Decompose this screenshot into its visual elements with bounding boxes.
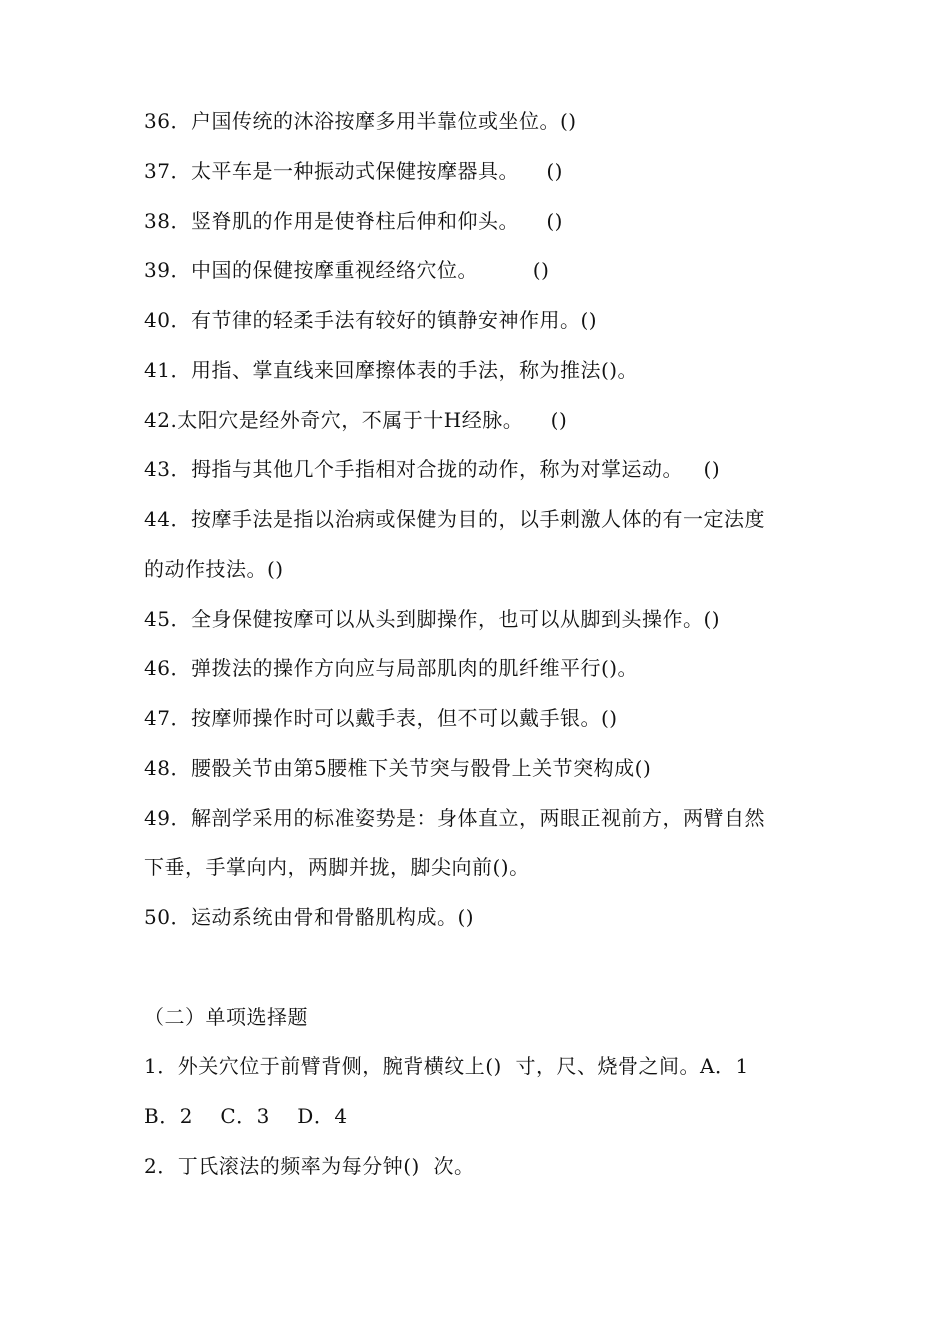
question-49-continued: 下垂，手掌向内，两脚并拢，脚尖向前()。 [144,855,530,879]
section-heading-single-choice: （二）单项选择题 [144,1005,308,1029]
question-49: 49．解剖学采用的标准姿势是：身体直立，两眼正视前方，两臂自然 [144,806,765,830]
question-37: 37．太平车是一种振动式保健按摩器具。 () [144,159,563,183]
choice-question-1-options: B．2 C．3 D．4 [144,1104,348,1128]
question-43: 43．拇指与其他几个手指相对合拢的动作，称为对掌运动。 () [144,457,721,481]
question-50: 50．运动系统由骨和骨骼肌构成。() [144,905,475,929]
question-38: 38．竖脊肌的作用是使脊柱后伸和仰头。 () [144,209,563,233]
question-44-continued: 的动作技法。() [144,557,284,581]
choice-question-1: 1．外关穴位于前臂背侧，腕背横纹上() 寸，尺、烧骨之间。A．1 [144,1054,749,1078]
question-46: 46．弹拨法的操作方向应与局部肌肉的肌纤维平行()。 [144,656,639,680]
question-40: 40．有节律的轻柔手法有较好的镇静安神作用。() [144,308,598,332]
choice-question-2: 2．丁氏滚法的频率为每分钟() 次。 [144,1154,475,1178]
question-36: 36．户国传统的沐浴按摩多用半靠位或坐位。() [144,109,577,133]
question-45: 45．全身保健按摩可以从头到脚操作，也可以从脚到头操作。() [144,607,721,631]
question-48: 48．腰骰关节由第5腰椎下关节突与骰骨上关节突构成() [144,756,652,780]
question-42: 42.太阳穴是经外奇穴，不属于十H经脉。 () [144,408,568,432]
question-39: 39．中国的保健按摩重视经络穴位。 () [144,258,550,282]
question-44: 44．按摩手法是指以治病或保健为目的，以手刺激人体的有一定法度 [144,507,765,531]
question-47: 47．按摩师操作时可以戴手表，但不可以戴手银。() [144,706,618,730]
question-41: 41．用指、掌直线来回摩擦体表的手法，称为推法()。 [144,358,639,382]
